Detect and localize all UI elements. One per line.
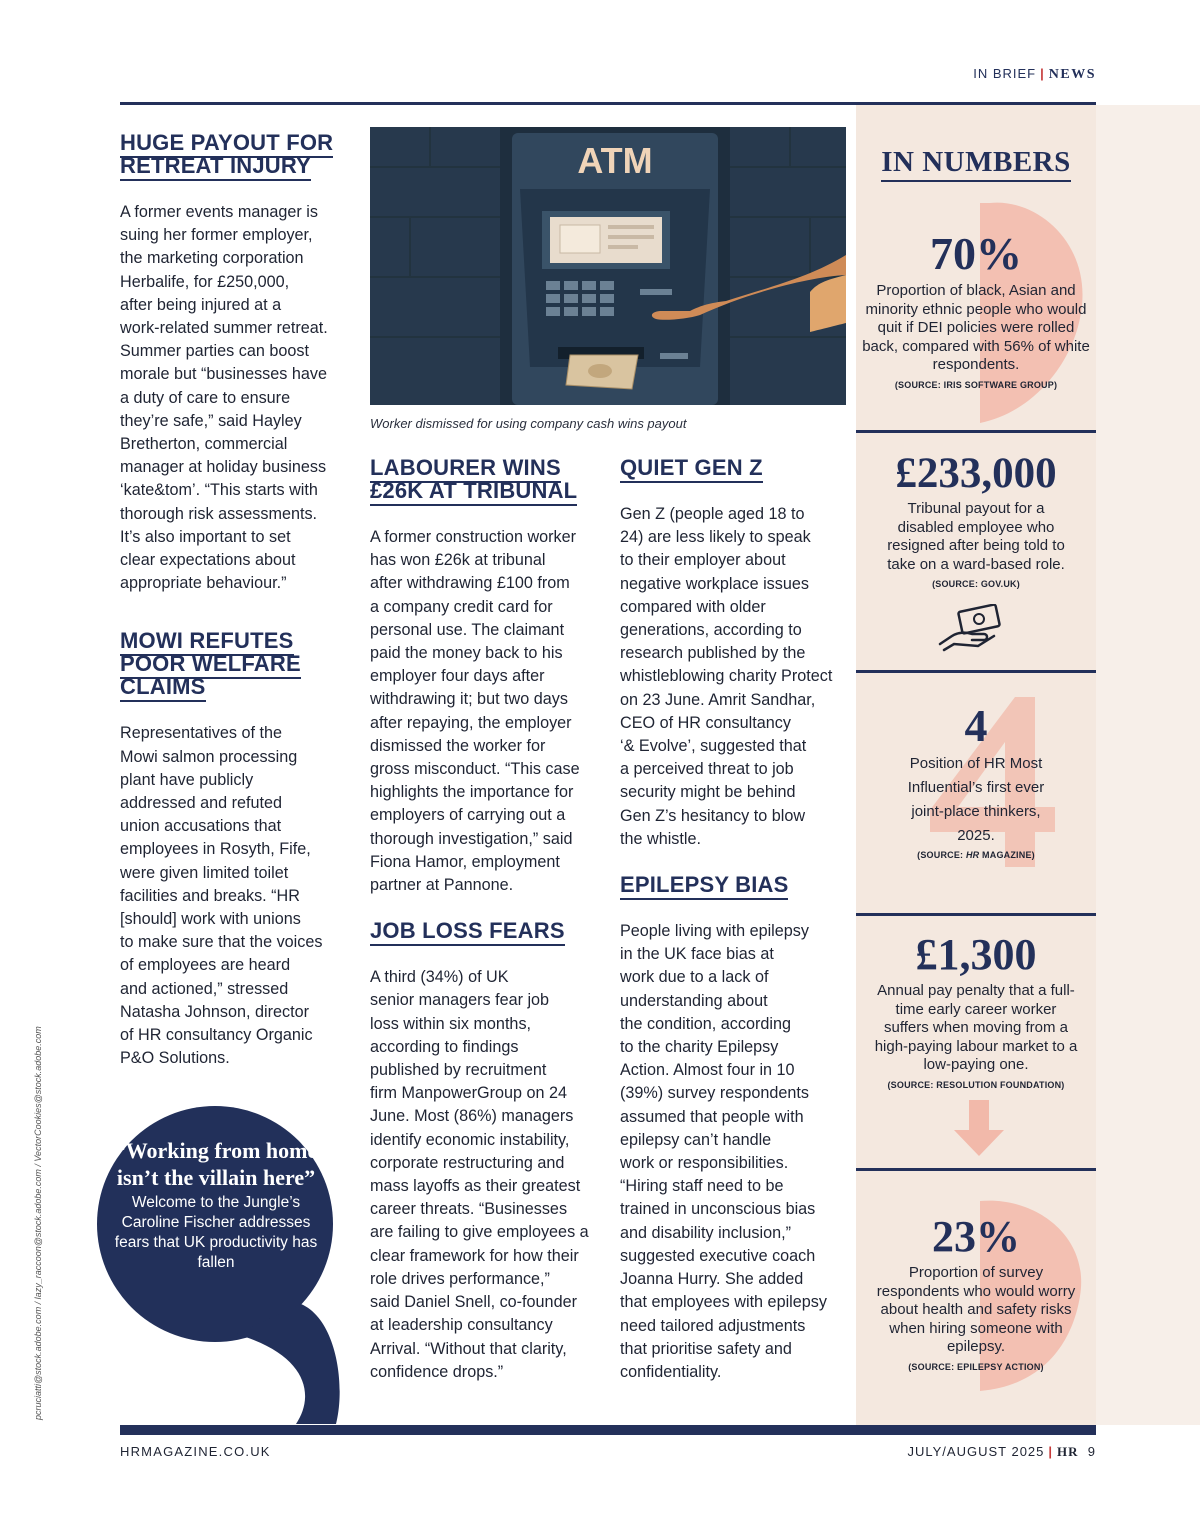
header-separator: | [1040,66,1045,81]
article-headline: MOWI REFUTES POOR WELFARE CLAIMS [120,629,320,698]
sidebar-divider [856,670,1096,673]
atm-illustration [370,127,846,405]
stat-description: Tribunal payout for a disabled employee who resigned after being told to take on a ward-based role. [887,500,1065,573]
stat-value: 4 [964,700,988,751]
image-caption: Worker dismissed for using company cash wins payout [370,416,687,431]
atm-sign: ATM [577,140,653,181]
article-headline: QUIET GEN Z [620,456,850,479]
stat-value: £233,000 [895,450,1057,497]
article-body: Gen Z (people aged 18 to 24) are less likely to speak to their employer about negative workplace issues compared with older generations, according to research published by the whistleblowing charity Protect on 23 June. Amrit Sandhar, CEO of HR consultancy ‘& Evolve’, suggested that a perceived threat to job security might be behind Gen Z’s hesitancy to blow the whistle. [620,505,833,848]
issue-date: JULY/AUGUST 2025 [907,1444,1045,1459]
stat-description: Proportion of survey respondents who would worry about health and safety risks when hiring someone with epilepsy. [876,1264,1076,1355]
footer-site[interactable]: HRMAGAZINE.CO.UK [120,1444,271,1459]
pull-quote[interactable] [112,1137,320,1273]
atm-svg [370,127,846,405]
stat-description: Annual pay penalty that a full-time early career worker suffers when moving from a high-paying labour market to a low-paying one. [874,982,1078,1073]
page-number: 9 [1087,1444,1096,1459]
stat-1300 [856,928,1096,1090]
stat-value: 23% [932,1212,1020,1261]
article-body: A third (34%) of UK senior managers fear job loss within six months, according to findings published by recruitment firm ManpowerGroup on 24 June. Most (86%) managers identify economic instability, corporate restructuring and mass layoffs as their greatest career threats. “Businesses are failing to give employees a clear framework for how their role drives performance,” said Daniel Snell, co-founder at leadership consultancy Arrival. “Without that clarity, confidence drops.” [370,968,589,1381]
article-headline: LABOURER WINS £26K AT TRIBUNAL [370,456,600,502]
stat-70-percent [856,226,1096,390]
column-2 [370,456,600,1384]
column-3 [620,456,850,1384]
stat-value: 70% [930,228,1022,279]
sidebar-divider [856,430,1096,433]
stat-source: (SOURCE: RESOLUTION FOUNDATION) [887,1079,1065,1090]
stat-source: (SOURCE: EPILEPSY ACTION) [908,1361,1044,1372]
footer-issue [907,1444,1096,1460]
article-body: A former events manager is suing her former employer, the marketing corporation Herbalife, for £250,000, after being injured at a work-related summer retreat. Summer parties can boost morale but “businesses have a duty of care to ensure they’re safe,” said Hayley Bretherton, commercial manager at holiday business ‘kate&tom’. “This starts with thorough risk assessments. It’s also important to set clear expectations about appropriate behaviour.” [120,203,328,593]
quote-title: “Working from home isn’t the villain here” [114,1138,318,1190]
category-label: NEWS [1048,67,1096,82]
stat-value: £1,300 [915,930,1037,979]
page-edge-shade [1096,105,1200,1425]
stat-source: (SOURCE: IRIS SOFTWARE GROUP) [894,379,1058,390]
stat-4 [856,700,1096,860]
sidebar-divider [856,1168,1096,1171]
column-1 [120,131,350,1071]
article-headline: HUGE PAYOUT FOR RETREAT INJURY [120,131,345,177]
article-body: A former construction worker has won £26k at tribunal after withdrawing £100 from a company credit card for personal use. The claimant paid the money back to his employer four days after withdrawing it; but two days after repaying, the employer dismissed the worker for gross misconduct. “This case highlights the importance for employers of carrying out a thorough investigation,” said Fiona Hamor, employment partner at Pannone. [370,528,580,895]
stat-source: (SOURCE: GOV.UK) [932,579,1020,589]
article-body: People living with epilepsy in the UK face bias at work due to a lack of understanding about the condition, according to the charity Epilepsy Action. Almost four in 10 (39%) survey respondents assumed that people with epilepsy can’t handle work or responsibilities. “Hiring staff need to be trained in unconscious bias and disability inclusion,” suggested executive coach Joanna Hurry. She added that employees with epilepsy need tailored adjustments that prioritise safety and confidentiality. [620,922,827,1381]
sidebar-title: IN NUMBERS [881,146,1071,182]
stat-description: Position of HR Most Influential’s first ever joint-place thinkers, 2025. [907,755,1045,844]
sidebar-divider [856,913,1096,916]
photo-credit: pcruciatti@stock.adobe.com / lazy_raccoon@stock.adobe.com / VectorCookies@stock.adobe.com [33,1026,43,1420]
quote-subtitle: Welcome to the Jungle’s Caroline Fischer addresses fears that UK productivity has fallen [114,1194,318,1271]
stat-233000 [856,448,1096,589]
footer-separator: | [1048,1444,1054,1459]
article-headline: EPILEPSY BIAS [620,873,850,896]
article-headline: JOB LOSS FEARS [370,919,600,942]
down-arrow-icon [954,1100,1004,1156]
page-header [973,66,1096,83]
section-label: IN BRIEF [973,66,1037,81]
brand-mark: HR [1057,1444,1079,1459]
stat-23-percent [856,1210,1096,1372]
cash-hand-icon [938,604,1004,654]
stat-source: (SOURCE: HR MAGAZINE) [917,850,1035,860]
article-body: Representatives of the Mowi salmon processing plant have publicly addressed and refuted union accusations that employees in Rosyth, Fife, were given limited toilet facilities and breaks. “HR [should] work with unions to make sure that the voices of employees are heard and actioned,” stressed Natasha Johnson, director of HR consultancy Organic P&O Solutions. [120,724,323,1068]
bottom-rule [120,1425,1096,1435]
sidebar-title-wrap [856,146,1096,179]
stat-description: Proportion of black, Asian and minority ethnic people who would quit if DEI policies were rolled back, compared with 56% of white respondents. [862,282,1090,373]
